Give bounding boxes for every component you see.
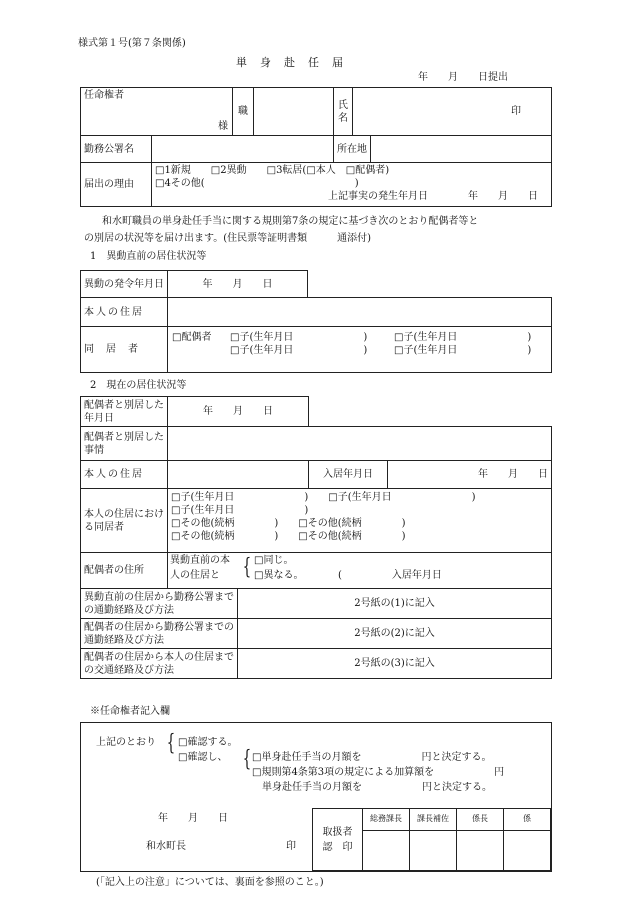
authority-heading: ※任命権者記入欄 [90, 706, 170, 717]
stamp-head-4: 係 [504, 809, 551, 831]
stamp-cell-2[interactable] [410, 831, 457, 871]
spouse-address-field[interactable] [168, 553, 552, 589]
intro-line-2: の別居の状況等を届け出ます。(住民票等証明書類 通添付) [84, 233, 372, 244]
move-in-value[interactable]: 年 月 日 [388, 461, 552, 489]
different-checkbox[interactable]: □異なる。 [254, 570, 304, 581]
occurrence-date[interactable]: 上記事実の発生年月日 年 月 日 [328, 191, 538, 202]
name-field[interactable] [353, 88, 552, 136]
stamp-cell-3[interactable] [457, 831, 504, 871]
move-in-label: 入居年月日 [309, 461, 388, 489]
cohab-row-3[interactable]: □その他(続柄 ) □その他(続柄 ) [171, 518, 406, 529]
addition-allowance[interactable]: 単身赴任手当の月額を 円と決定する。 [262, 782, 492, 793]
form-number: 様式第１号(第７条関係) [78, 38, 186, 49]
cohab-row-1[interactable]: □子(生年月日 ) □子(生年月日 ) [171, 492, 476, 503]
cohab-row-4[interactable]: □その他(続柄 ) □その他(続柄 ) [171, 531, 406, 542]
child-1[interactable]: □子(生年月日 ) [230, 332, 368, 343]
handler-label: 取扱者 認 印 [313, 809, 363, 871]
footer-note: (「記入上の注意」については、裏面を参照のこと。) [96, 877, 324, 888]
separation-date-label: 配偶者と別居した年月日 [81, 397, 168, 427]
cohabitant-field[interactable] [168, 327, 552, 373]
commute2-value: 2号紙の(2)に記入 [238, 619, 552, 649]
separation-reason-label: 配偶者と別居した事情 [81, 427, 168, 461]
location-label: 所在地 [334, 136, 371, 163]
shimei-label: 氏 名 [334, 88, 353, 136]
commute3-label: 配偶者の住居から本人の住居までの交通経路及び方法 [81, 649, 238, 679]
reason-label: 届出の理由 [81, 163, 152, 207]
intro-line-1: 和水町職員の単身赴任手当に関する規則第7条の規定に基づき次のとおり配偶者等と [102, 216, 479, 227]
commute1-label: 異動直前の住居から勤務公署までの通勤経路及び方法 [81, 589, 238, 619]
reason-options-2[interactable]: □4その他( ) [155, 178, 359, 189]
mayor-seal: 印 [286, 841, 296, 852]
section1-heading: 1 異動直前の居住状況等 [90, 251, 207, 262]
commute2-label: 配偶者の住居から勤務公署までの通勤経路及び方法 [81, 619, 238, 649]
separation-reason-field[interactable] [168, 427, 552, 461]
authority-cell[interactable] [81, 88, 233, 136]
prev-address-field[interactable] [168, 298, 552, 327]
commute1-value: 2号紙の(1)に記入 [238, 589, 552, 619]
commute3-value: 2号紙の(3)に記入 [238, 649, 552, 679]
brace-icon-2: { [242, 747, 252, 772]
stamp-table [312, 808, 551, 871]
cohab-row-2[interactable]: □子(生年月日 ) [171, 505, 309, 516]
sama-label: 様 [218, 121, 228, 132]
separation-date-value[interactable]: 年 月 日 [168, 397, 309, 427]
confirm-decide-checkbox[interactable]: □確認し、 [178, 752, 228, 763]
order-date-label: 異動の発令年月日 [81, 271, 168, 298]
mayor-label: 和水町長 [146, 841, 186, 852]
office-field[interactable] [152, 136, 334, 163]
current-cohabitant-label: 本人の住居における同居者 [81, 489, 168, 553]
spouse-addr-prefix-2: 人の住居と [170, 570, 220, 581]
section2-heading: 2 現在の居住状況等 [90, 380, 187, 391]
shoku-field[interactable] [254, 88, 334, 136]
child-3[interactable]: □子(生年月日 ) [394, 332, 532, 343]
brace-icon-1: { [166, 731, 176, 756]
different-detail[interactable]: ( 入居年月日 [338, 570, 442, 581]
order-date-value[interactable]: 年 月 日 [168, 271, 308, 298]
shoku-label: 職 [233, 88, 254, 136]
section1-table [80, 270, 552, 373]
addition-option[interactable]: □規則第4条第3項の規定による加算額を 円 [252, 767, 505, 778]
office-label: 勤務公署名 [81, 136, 152, 163]
stamp-cell-4[interactable] [504, 831, 551, 871]
applicant-table [80, 87, 552, 207]
current-cohabitant-field[interactable] [168, 489, 552, 553]
stamp-head-1: 総務課長 [363, 809, 410, 831]
authority-prefix: 上記のとおり [96, 737, 156, 748]
prev-address-label: 本人の住居 [81, 298, 168, 327]
reason-field[interactable] [152, 163, 552, 207]
brace-icon: { [242, 555, 252, 580]
cohabitant-label: 同 居 者 [81, 327, 168, 373]
same-checkbox[interactable]: □同じ。 [254, 555, 294, 566]
seal-mark: 印 [511, 106, 521, 117]
current-address-field[interactable] [168, 461, 309, 489]
location-field[interactable] [371, 136, 552, 163]
section2-table [80, 396, 552, 679]
stamp-head-2: 課長補佐 [410, 809, 457, 831]
spouse-address-label: 配偶者の住所 [81, 553, 168, 589]
submit-date[interactable]: 年 月 日提出 [418, 72, 508, 83]
stamp-cell-1[interactable] [363, 831, 410, 871]
spouse-checkbox[interactable]: □配偶者 [172, 332, 212, 343]
spouse-addr-prefix-1: 異動直前の本 [170, 555, 230, 566]
allowance-option[interactable]: □単身赴任手当の月額を 円と決定する。 [252, 752, 492, 763]
confirm-checkbox[interactable]: □確認する。 [178, 737, 238, 748]
stamp-head-3: 係長 [457, 809, 504, 831]
decision-date[interactable]: 年 月 日 [158, 813, 228, 824]
authority-label: 任命権者 [84, 90, 124, 101]
form-title: 単 身 赴 任 届 [236, 56, 344, 69]
reason-options-1[interactable]: □1新規 □2異動 □3転居(□本人 □配偶者) [155, 165, 390, 176]
child-2[interactable]: □子(生年月日 ) [230, 345, 368, 356]
current-address-label: 本人の住居 [81, 461, 168, 489]
child-4[interactable]: □子(生年月日 ) [394, 345, 532, 356]
